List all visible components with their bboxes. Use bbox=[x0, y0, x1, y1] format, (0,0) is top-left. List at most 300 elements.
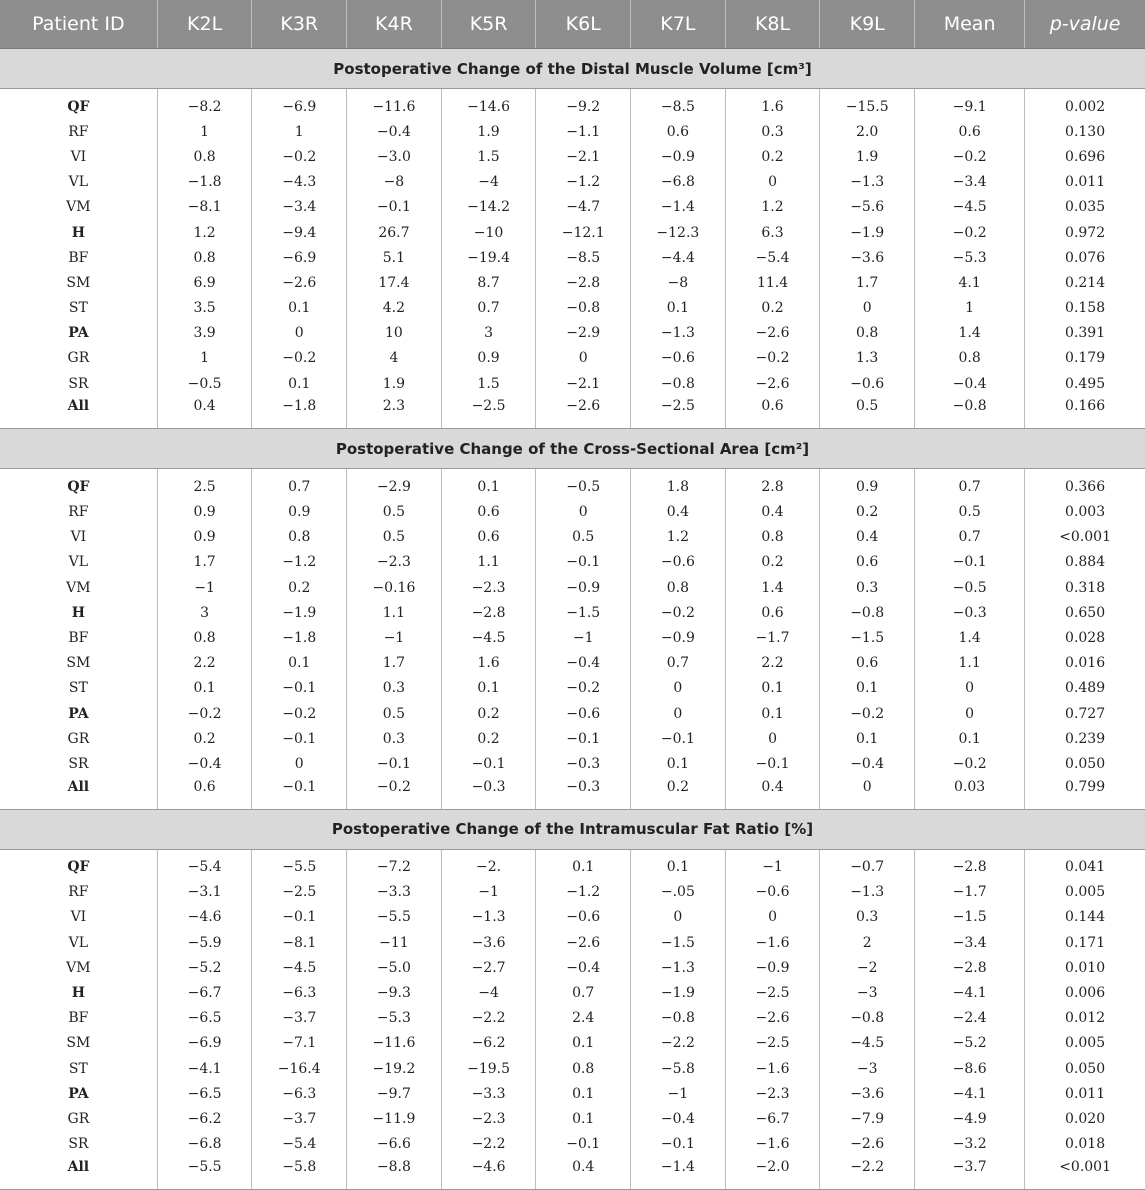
table-cell: −11.9 bbox=[347, 1106, 442, 1131]
table-cell: −0.1 bbox=[915, 550, 1025, 575]
header-k2l: K2L bbox=[157, 0, 252, 49]
table-cell: −5.6 bbox=[820, 195, 915, 220]
table-cell: 1.8 bbox=[631, 474, 726, 499]
table-cell: −1.7 bbox=[915, 880, 1025, 905]
table-cell: −4.4 bbox=[631, 245, 726, 270]
table-cell: 4 bbox=[347, 346, 442, 371]
table-cell: −12.3 bbox=[631, 220, 726, 245]
table-cell: 0.1 bbox=[536, 855, 631, 880]
table-cell: 0.028 bbox=[1025, 625, 1145, 650]
table-cell: −0.8 bbox=[631, 371, 726, 396]
header-p-value bbox=[1025, 0, 1145, 49]
table-cell: −1 bbox=[157, 575, 252, 600]
table-cell: −0.9 bbox=[536, 575, 631, 600]
table-cell: 0.799 bbox=[1025, 777, 1145, 810]
table-cell: −0.8 bbox=[915, 396, 1025, 429]
table-cell: 0 bbox=[725, 905, 820, 930]
table-cell: −0.5 bbox=[915, 575, 1025, 600]
table-cell: 0.5 bbox=[915, 499, 1025, 524]
table-cell: 0.03 bbox=[915, 777, 1025, 810]
table-cell: −1 bbox=[631, 1081, 726, 1106]
table-row bbox=[0, 1031, 1145, 1056]
table-cell: 0.239 bbox=[1025, 726, 1145, 751]
table-cell: −5.4 bbox=[725, 245, 820, 270]
table-cell: −3.7 bbox=[252, 1006, 347, 1031]
table-row bbox=[0, 625, 1145, 650]
table-cell: −2.1 bbox=[536, 371, 631, 396]
table-cell: −4.6 bbox=[157, 905, 252, 930]
table-cell: −5.3 bbox=[347, 1006, 442, 1031]
table-row bbox=[0, 880, 1145, 905]
table-cell: 1 bbox=[157, 119, 252, 144]
table-cell: −0.6 bbox=[631, 550, 726, 575]
table-cell: −11.6 bbox=[347, 94, 442, 119]
table-row bbox=[0, 777, 1145, 810]
table-cell: 2.5 bbox=[157, 474, 252, 499]
table-cell: 0.050 bbox=[1025, 751, 1145, 776]
table-cell: 0.1 bbox=[441, 474, 536, 499]
table-cell: 0.1 bbox=[252, 296, 347, 321]
table-cell: −4.1 bbox=[915, 980, 1025, 1005]
table-cell: 0.035 bbox=[1025, 195, 1145, 220]
table-cell: 0.7 bbox=[536, 980, 631, 1005]
table-cell: 0.1 bbox=[725, 701, 820, 726]
table-cell: −0.1 bbox=[631, 726, 726, 751]
row-label: SR bbox=[68, 755, 89, 772]
table-cell: −8 bbox=[631, 270, 726, 295]
table-cell: −2.8 bbox=[915, 855, 1025, 880]
table-cell: 1.1 bbox=[347, 600, 442, 625]
row-label: VI bbox=[70, 529, 87, 546]
table-cell: −9.7 bbox=[347, 1081, 442, 1106]
table-cell: −5.4 bbox=[252, 1132, 347, 1157]
table-cell: 0.3 bbox=[820, 905, 915, 930]
table-cell: −0.6 bbox=[820, 371, 915, 396]
table-cell: 0.2 bbox=[252, 575, 347, 600]
table-cell: 3.9 bbox=[157, 321, 252, 346]
table-cell: 1.5 bbox=[441, 371, 536, 396]
table-cell: −6.5 bbox=[157, 1006, 252, 1031]
table-cell: 0.166 bbox=[1025, 396, 1145, 429]
table-cell: −0.2 bbox=[347, 777, 442, 810]
table-cell: 8.7 bbox=[441, 270, 536, 295]
table-cell: −6.8 bbox=[631, 170, 726, 195]
table-cell: −0.1 bbox=[536, 726, 631, 751]
table-cell: −1 bbox=[347, 625, 442, 650]
table-cell: −3 bbox=[820, 980, 915, 1005]
table-cell: −11 bbox=[347, 930, 442, 955]
table-cell: −1.6 bbox=[725, 930, 820, 955]
table-cell: 0.884 bbox=[1025, 550, 1145, 575]
table-cell: −4.9 bbox=[915, 1106, 1025, 1131]
table-cell: −1.3 bbox=[820, 880, 915, 905]
table-cell: 0 bbox=[725, 170, 820, 195]
section-header-row bbox=[0, 49, 1145, 89]
table-cell: 0.011 bbox=[1025, 170, 1145, 195]
table-cell: −6.8 bbox=[157, 1132, 252, 1157]
table-row bbox=[0, 525, 1145, 550]
section-title: Postoperative Change of the Intramuscular Fat Ratio [%] bbox=[0, 809, 1145, 849]
row-label: SM bbox=[66, 274, 91, 291]
table-row bbox=[0, 955, 1145, 980]
table-row bbox=[0, 1006, 1145, 1031]
table-cell: −0.2 bbox=[252, 701, 347, 726]
table-cell: −0.1 bbox=[631, 1132, 726, 1157]
table-cell: −2.2 bbox=[820, 1157, 915, 1190]
table-cell: −0.4 bbox=[157, 751, 252, 776]
table-cell: 0.391 bbox=[1025, 321, 1145, 346]
table-cell: −6.7 bbox=[157, 980, 252, 1005]
table-cell: −8.5 bbox=[631, 94, 726, 119]
table-cell: −2.1 bbox=[536, 144, 631, 169]
table-cell: 0.366 bbox=[1025, 474, 1145, 499]
table-cell: 0.3 bbox=[347, 726, 442, 751]
table-cell: 1.2 bbox=[157, 220, 252, 245]
table-cell: −9.2 bbox=[536, 94, 631, 119]
table-cell: 0.005 bbox=[1025, 1031, 1145, 1056]
table-cell: −1.2 bbox=[252, 550, 347, 575]
table-cell: −2.5 bbox=[441, 396, 536, 429]
table-cell: 0 bbox=[631, 905, 726, 930]
table-cell: 0.1 bbox=[820, 676, 915, 701]
table-cell: 0.495 bbox=[1025, 371, 1145, 396]
table-cell: 1.4 bbox=[725, 575, 820, 600]
table-cell: −6.9 bbox=[252, 245, 347, 270]
table-cell: 2.8 bbox=[725, 474, 820, 499]
table-cell: −8 bbox=[347, 170, 442, 195]
table-cell: −2.8 bbox=[441, 600, 536, 625]
table-cell: 0.6 bbox=[441, 525, 536, 550]
table-cell: −6.9 bbox=[157, 1031, 252, 1056]
header-k4r: K4R bbox=[347, 0, 442, 49]
table-cell: −0.4 bbox=[536, 651, 631, 676]
table-cell: −2 bbox=[820, 955, 915, 980]
table-cell: 0.3 bbox=[820, 575, 915, 600]
table-cell: 0.4 bbox=[725, 777, 820, 810]
section-title: Postoperative Change of the Cross-Sectional Area [cm²] bbox=[0, 429, 1145, 469]
table-cell: −3.2 bbox=[915, 1132, 1025, 1157]
table-cell: −1.9 bbox=[820, 220, 915, 245]
table-cell: −2.3 bbox=[441, 1106, 536, 1131]
table-cell: −2.5 bbox=[725, 980, 820, 1005]
table-cell: −1.7 bbox=[725, 625, 820, 650]
row-label: GR bbox=[67, 1110, 90, 1127]
table-cell: −8.2 bbox=[157, 94, 252, 119]
table-cell: 0.7 bbox=[915, 474, 1025, 499]
table-cell: 0.1 bbox=[820, 726, 915, 751]
table-cell: −3.1 bbox=[157, 880, 252, 905]
row-label: SR bbox=[68, 375, 89, 392]
table-cell: −0.1 bbox=[252, 905, 347, 930]
table-cell: 0.4 bbox=[820, 525, 915, 550]
table-cell: −6.7 bbox=[725, 1106, 820, 1131]
table-cell: −6.9 bbox=[252, 94, 347, 119]
table-cell: 1.4 bbox=[915, 321, 1025, 346]
table-cell: −5.2 bbox=[157, 955, 252, 980]
table-cell: −4 bbox=[441, 170, 536, 195]
table-cell: 0 bbox=[915, 676, 1025, 701]
table-row bbox=[0, 396, 1145, 429]
table-row bbox=[0, 1157, 1145, 1190]
table-cell: −5.5 bbox=[347, 905, 442, 930]
table-cell: 2 bbox=[820, 930, 915, 955]
table-cell: −2.6 bbox=[725, 1006, 820, 1031]
table-cell: −0.6 bbox=[631, 346, 726, 371]
table-cell: −2.3 bbox=[725, 1081, 820, 1106]
table-cell: −2.6 bbox=[536, 396, 631, 429]
table-cell: 0.1 bbox=[536, 1081, 631, 1106]
table-cell: 0.1 bbox=[631, 751, 726, 776]
table-cell: −0.2 bbox=[536, 676, 631, 701]
table-cell: −0.3 bbox=[441, 777, 536, 810]
table-cell: −9.4 bbox=[252, 220, 347, 245]
section-header-row bbox=[0, 809, 1145, 849]
table-cell: <0.001 bbox=[1025, 1157, 1145, 1190]
row-label: H bbox=[71, 224, 85, 241]
table-cell: −2.8 bbox=[915, 955, 1025, 980]
table-row bbox=[0, 1081, 1145, 1106]
table-cell: −0.1 bbox=[347, 195, 442, 220]
table-row bbox=[0, 499, 1145, 524]
table-cell: 3 bbox=[157, 600, 252, 625]
table-cell: 0.8 bbox=[915, 346, 1025, 371]
table-cell: −0.5 bbox=[536, 474, 631, 499]
table-cell: 0.179 bbox=[1025, 346, 1145, 371]
table-cell: −3.4 bbox=[915, 170, 1025, 195]
table-cell: −3.6 bbox=[820, 245, 915, 270]
table-cell: −0.1 bbox=[252, 726, 347, 751]
table-cell: −16.4 bbox=[252, 1056, 347, 1081]
table-cell: 0.1 bbox=[631, 855, 726, 880]
table-row bbox=[0, 144, 1145, 169]
row-label: VM bbox=[66, 199, 91, 216]
row-label: All bbox=[0, 396, 157, 429]
table-cell: −2.6 bbox=[820, 1132, 915, 1157]
table-cell: 0.8 bbox=[820, 321, 915, 346]
table-cell: 0 bbox=[631, 701, 726, 726]
table-cell: −2.2 bbox=[441, 1132, 536, 1157]
table-row bbox=[0, 676, 1145, 701]
table-cell: −0.8 bbox=[536, 296, 631, 321]
table-cell: 0 bbox=[725, 726, 820, 751]
table-cell: −1 bbox=[441, 880, 536, 905]
table-cell: 0.489 bbox=[1025, 676, 1145, 701]
table-row bbox=[0, 980, 1145, 1005]
table-cell: 0.8 bbox=[157, 625, 252, 650]
table-cell: −1.3 bbox=[631, 955, 726, 980]
table-cell: 6.9 bbox=[157, 270, 252, 295]
row-label: BF bbox=[68, 1010, 89, 1027]
row-label: VL bbox=[68, 174, 89, 191]
table-cell: −6.3 bbox=[252, 1081, 347, 1106]
table-cell: 1.5 bbox=[441, 144, 536, 169]
table-cell: −0.1 bbox=[536, 1132, 631, 1157]
header-k3r: K3R bbox=[252, 0, 347, 49]
table-cell: 1.2 bbox=[631, 525, 726, 550]
table-cell: −5.9 bbox=[157, 930, 252, 955]
table-cell: −8.6 bbox=[915, 1056, 1025, 1081]
table-cell: −19.5 bbox=[441, 1056, 536, 1081]
table-cell: −2.5 bbox=[252, 880, 347, 905]
table-cell: −4.3 bbox=[252, 170, 347, 195]
row-label: PA bbox=[68, 325, 89, 342]
row-label: PA bbox=[68, 705, 89, 722]
table-row bbox=[0, 119, 1145, 144]
table-row bbox=[0, 575, 1145, 600]
table-cell: −4.5 bbox=[252, 955, 347, 980]
table-cell: 3 bbox=[441, 321, 536, 346]
table-cell: −0.4 bbox=[820, 751, 915, 776]
table-cell: −0.3 bbox=[915, 600, 1025, 625]
table-cell: −1.8 bbox=[252, 396, 347, 429]
table-cell: −2.2 bbox=[441, 1006, 536, 1031]
table-cell: 1.2 bbox=[725, 195, 820, 220]
row-label: RF bbox=[68, 504, 89, 521]
table-cell: −3.0 bbox=[347, 144, 442, 169]
table-cell: −5.2 bbox=[915, 1031, 1025, 1056]
table-cell: 0.7 bbox=[631, 651, 726, 676]
table-row bbox=[0, 220, 1145, 245]
table-cell: −3.3 bbox=[347, 880, 442, 905]
table-cell: 0.144 bbox=[1025, 905, 1145, 930]
table-cell: 1.3 bbox=[820, 346, 915, 371]
table-cell: −0.2 bbox=[252, 144, 347, 169]
table-cell: 0.1 bbox=[725, 676, 820, 701]
table-cell: −4.5 bbox=[820, 1031, 915, 1056]
table-cell: −0.6 bbox=[536, 701, 631, 726]
section-title: Postoperative Change of the Distal Muscle Volume [cm³] bbox=[0, 49, 1145, 89]
table-cell: 0.1 bbox=[536, 1031, 631, 1056]
table-cell: 0.9 bbox=[157, 499, 252, 524]
table-cell: −5.5 bbox=[252, 855, 347, 880]
table-cell: −14.2 bbox=[441, 195, 536, 220]
table-cell: 0 bbox=[631, 676, 726, 701]
row-label: VM bbox=[66, 959, 91, 976]
table-cell: −2.7 bbox=[441, 955, 536, 980]
table-cell: −4.1 bbox=[915, 1081, 1025, 1106]
table-cell: 0 bbox=[820, 777, 915, 810]
table-cell: −4.1 bbox=[157, 1056, 252, 1081]
table-cell: 0.3 bbox=[347, 676, 442, 701]
table-cell: −0.6 bbox=[536, 905, 631, 930]
table-cell: −1 bbox=[536, 625, 631, 650]
table-cell: 0 bbox=[252, 751, 347, 776]
table-cell: −1.5 bbox=[536, 600, 631, 625]
table-cell: −3.3 bbox=[441, 1081, 536, 1106]
table-cell: −8.1 bbox=[157, 195, 252, 220]
table-cell: −3.4 bbox=[252, 195, 347, 220]
table-cell: 0.2 bbox=[725, 144, 820, 169]
table-row bbox=[0, 245, 1145, 270]
table-cell: 5.1 bbox=[347, 245, 442, 270]
table-cell: 0.5 bbox=[820, 396, 915, 429]
table-cell: −5.8 bbox=[252, 1157, 347, 1190]
row-label: All bbox=[0, 777, 157, 810]
table-cell: 0.4 bbox=[157, 396, 252, 429]
table-row bbox=[0, 1056, 1145, 1081]
table-cell: −2.6 bbox=[536, 930, 631, 955]
table-cell: 0 bbox=[252, 321, 347, 346]
table-cell: 0.5 bbox=[347, 701, 442, 726]
table-cell: 2.0 bbox=[820, 119, 915, 144]
table-cell: 1.9 bbox=[441, 119, 536, 144]
table-cell: 1.6 bbox=[725, 94, 820, 119]
row-label: QF bbox=[67, 98, 90, 115]
table-cell: 1.6 bbox=[441, 651, 536, 676]
table-cell: −7.9 bbox=[820, 1106, 915, 1131]
table-cell: 11.4 bbox=[725, 270, 820, 295]
table-cell: −2.2 bbox=[631, 1031, 726, 1056]
table-cell: −1.2 bbox=[536, 170, 631, 195]
table-cell: 2.2 bbox=[157, 651, 252, 676]
table-cell: −2.5 bbox=[725, 1031, 820, 1056]
table-cell: −4.6 bbox=[441, 1157, 536, 1190]
table-cell: 2.4 bbox=[536, 1006, 631, 1031]
row-label: SM bbox=[66, 655, 91, 672]
row-label: ST bbox=[68, 300, 88, 317]
table-cell: 1 bbox=[915, 296, 1025, 321]
table-row bbox=[0, 1132, 1145, 1157]
table-cell: 0 bbox=[915, 701, 1025, 726]
row-label: SR bbox=[68, 1136, 89, 1153]
table-cell: −0.3 bbox=[536, 777, 631, 810]
table-cell: −7.2 bbox=[347, 855, 442, 880]
table-cell: 0.130 bbox=[1025, 119, 1145, 144]
row-label: QF bbox=[67, 478, 90, 495]
table-cell: −1.9 bbox=[252, 600, 347, 625]
table-cell: 0.727 bbox=[1025, 701, 1145, 726]
table-cell: 0.2 bbox=[820, 499, 915, 524]
table-cell: 0 bbox=[820, 296, 915, 321]
table-cell: −14.6 bbox=[441, 94, 536, 119]
row-label: VL bbox=[68, 554, 89, 571]
table-cell: 0.1 bbox=[252, 651, 347, 676]
table-cell: 0.8 bbox=[252, 525, 347, 550]
table-cell: −0.9 bbox=[631, 144, 726, 169]
table-cell: −0.1 bbox=[252, 777, 347, 810]
row-label: BF bbox=[68, 629, 89, 646]
table-cell: 0.012 bbox=[1025, 1006, 1145, 1031]
table-cell: −5.3 bbox=[915, 245, 1025, 270]
table-cell: −0.4 bbox=[536, 955, 631, 980]
table-row bbox=[0, 270, 1145, 295]
table-cell: −0.9 bbox=[725, 955, 820, 980]
table-cell: 0.318 bbox=[1025, 575, 1145, 600]
table-cell: −12.1 bbox=[536, 220, 631, 245]
table-cell: 0.5 bbox=[347, 499, 442, 524]
table-cell: 0.006 bbox=[1025, 980, 1145, 1005]
header-k5r: K5R bbox=[441, 0, 536, 49]
table-cell: 0.7 bbox=[252, 474, 347, 499]
table-cell: 1.7 bbox=[157, 550, 252, 575]
table-cell: 0.011 bbox=[1025, 1081, 1145, 1106]
table-cell: −5.4 bbox=[157, 855, 252, 880]
table-cell: −6.2 bbox=[157, 1106, 252, 1131]
table-cell: −2. bbox=[441, 855, 536, 880]
table-cell: 0.9 bbox=[252, 499, 347, 524]
table-row bbox=[0, 651, 1145, 676]
table-cell: −6.2 bbox=[441, 1031, 536, 1056]
table-cell: 0.020 bbox=[1025, 1106, 1145, 1131]
row-label: H bbox=[71, 985, 85, 1002]
table-row bbox=[0, 170, 1145, 195]
table-cell: −3.7 bbox=[252, 1106, 347, 1131]
table-cell: 0.8 bbox=[157, 144, 252, 169]
table-cell: −0.1 bbox=[441, 751, 536, 776]
table-cell: −4.5 bbox=[915, 195, 1025, 220]
table-cell: 4.1 bbox=[915, 270, 1025, 295]
table-cell: −3.7 bbox=[915, 1157, 1025, 1190]
